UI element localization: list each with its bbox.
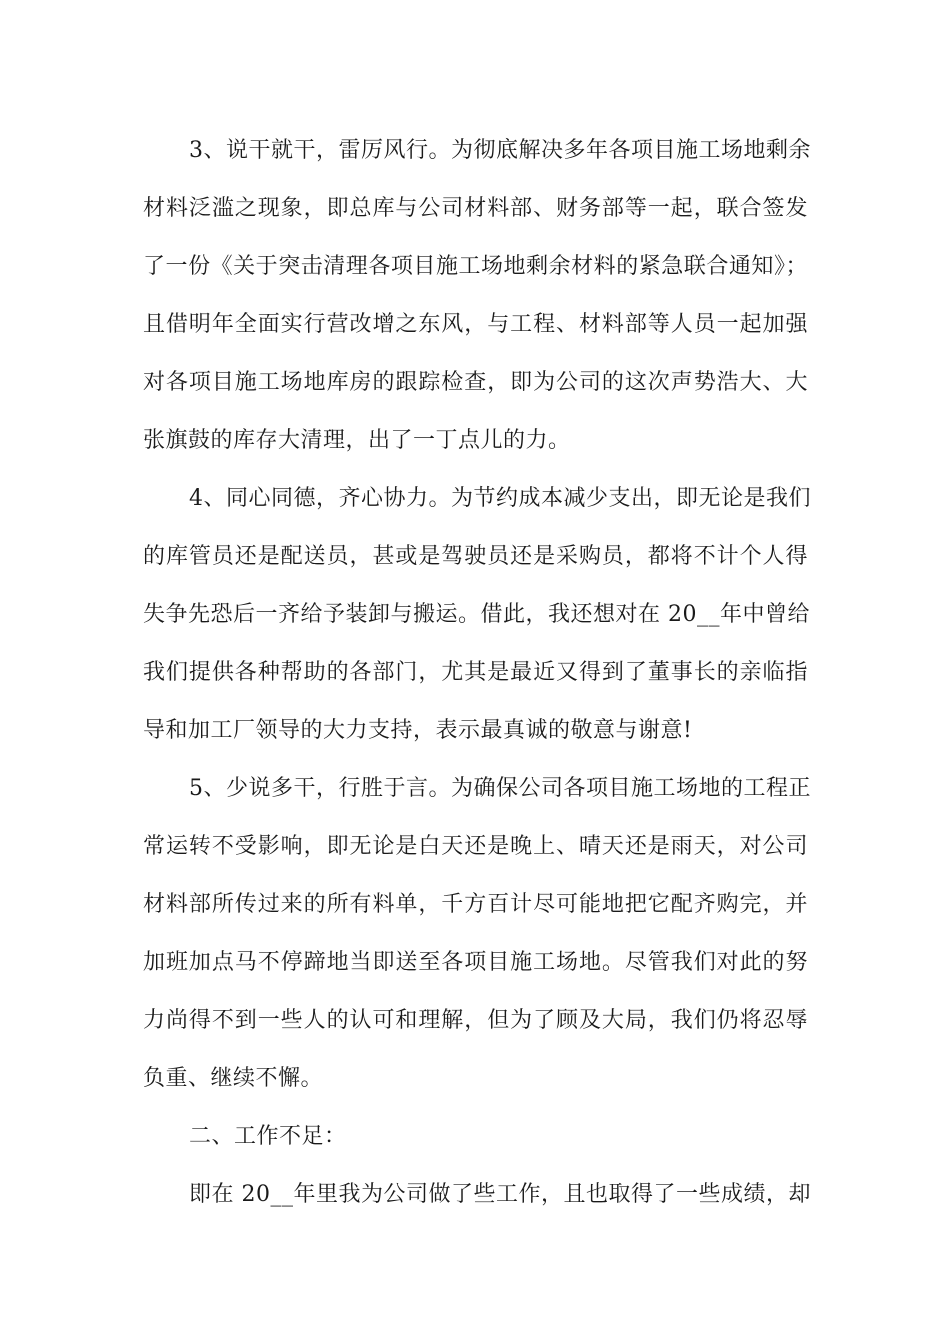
paragraph-5-line-5: 力尚得不到一些人的认可和理解，但为了顾及大局，我们仍将忍辱 <box>143 1008 808 1033</box>
paragraph-5-line-6: 负重、继续不懈。 <box>143 1066 324 1091</box>
paragraph-5-line-4: 加班加点马不停蹄地当即送至各项目施工场地。尽管我们对此的努 <box>143 950 808 975</box>
paragraph-3-line-2: 材料泛滥之现象，即总库与公司材料部、财务部等一起，联合签发 <box>143 196 808 221</box>
paragraph-3-line-6: 张旗鼓的库存大清理，出了一丁点儿的力。 <box>143 428 571 453</box>
paragraph-4-line-4: 我们提供各种帮助的各部门，尤其是最近又得到了董事长的亲临指 <box>143 660 808 685</box>
paragraph-4-line-1: 4、同心同德，齐心协力。为节约成本减少支出，即无论是我们 <box>189 486 811 511</box>
section-heading-shortcomings: 二、工作不足： <box>189 1124 347 1149</box>
paragraph-5-line-3: 材料部所传过来的所有料单，千方百计尽可能地把它配齐购完，并 <box>143 892 808 917</box>
paragraph-shortcomings-line-1: 即在 20__年里我为公司做了些工作，且也取得了一些成绩，却 <box>189 1182 811 1207</box>
paragraph-3-line-4: 且借明年全面实行营改增之东风，与工程、材料部等人员一起加强 <box>143 312 808 337</box>
paragraph-4-line-2: 的库管员还是配送员，甚或是驾驶员还是采购员，都将不计个人得 <box>143 544 808 569</box>
paragraph-5-line-2: 常运转不受影响，即无论是白天还是晚上、晴天还是雨天，对公司 <box>143 834 808 859</box>
paragraph-4-line-5: 导和加工厂领导的大力支持，表示最真诚的敬意与谢意! <box>143 718 693 743</box>
paragraph-3-line-1: 3、说干就干，雷厉风行。为彻底解决多年各项目施工场地剩余 <box>189 138 811 163</box>
paragraph-4-line-3: 失争先恐后一齐给予装卸与搬运。借此，我还想对在 20__年中曾给 <box>143 602 810 627</box>
paragraph-3-line-5: 对各项目施工场地库房的跟踪检查，即为公司的这次声势浩大、大 <box>143 370 808 395</box>
paragraph-3-line-3: 了一份《关于突击清理各项目施工场地剩余材料的紧急联合通知》； <box>143 254 808 279</box>
paragraph-5-line-1: 5、少说多干，行胜于言。为确保公司各项目施工场地的工程正 <box>189 776 811 801</box>
